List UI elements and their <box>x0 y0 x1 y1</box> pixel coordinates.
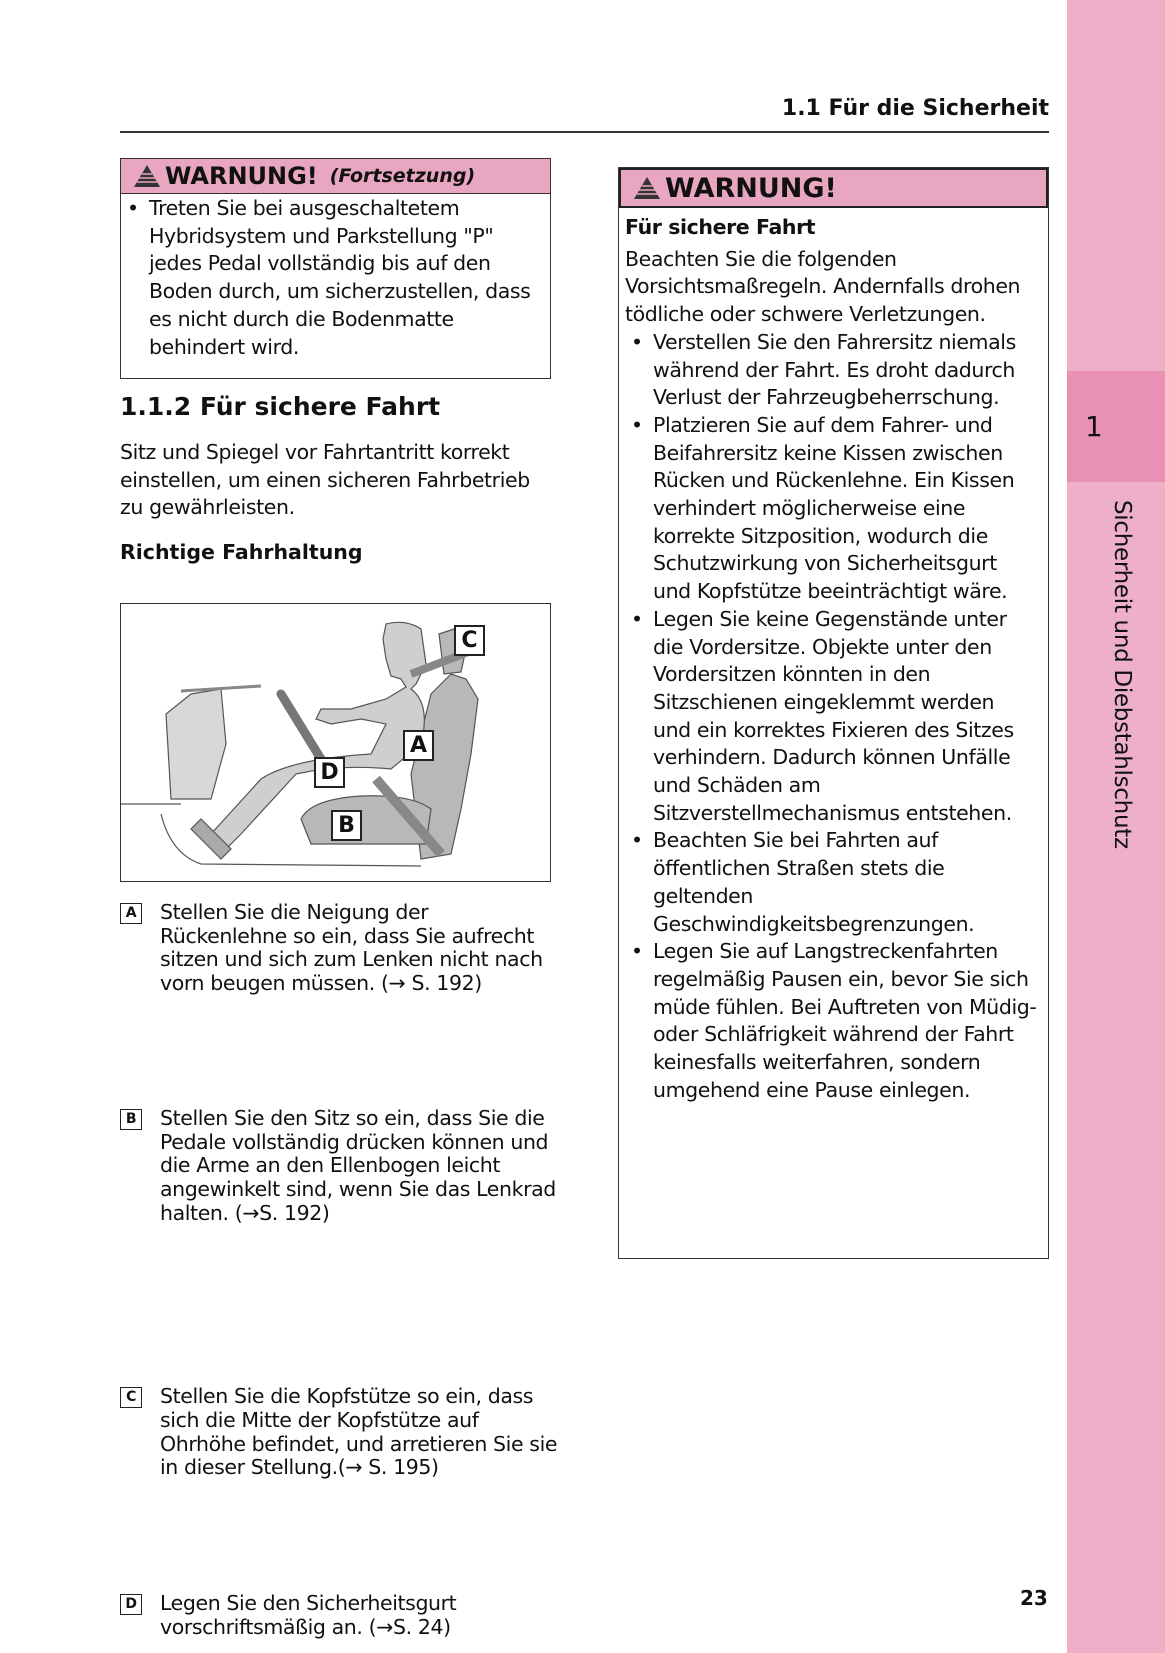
legend-text: Legen Sie den Sicherheitsgurt vorschriftsmäßig an. (→S. 24) <box>160 1591 457 1639</box>
page-number: 23 <box>1020 1586 1048 1610</box>
warning-subheading: Für sichere Fahrt <box>625 215 816 239</box>
label-box: D <box>120 1594 142 1615</box>
page-header-title: 1.1 Für die Sicherheit <box>781 96 1049 121</box>
warning-item: • Legen Sie auf Langstreckenfahrten regelmäßig Pausen ein, bevor Sie sich müde fühlen. Bei Auftreten von Müdig- oder Schläfrigkeit während der Fahrt keinesfalls weiterfahren, sondern umgehend eine Pause einlegen. <box>625 938 1038 1104</box>
figure-label-b: B <box>331 810 362 841</box>
legend-text: Stellen Sie den Sitz so ein, dass Sie die Pedale vollständig drücken können und die Arme an den Ellenbogen leicht angewinkelt sind, wenn Sie das Lenkrad halten. (→S. 192) <box>160 1105 556 1225</box>
warning-triangle-icon <box>133 164 161 188</box>
warning-title: WARNUNG! <box>665 172 837 204</box>
warning-header <box>121 159 550 194</box>
warning-intro: Beachten Sie die folgenden Vorsichtsmaßregeln. Andernfalls drohen tödliche oder schwere Verletzungen. <box>625 246 1021 327</box>
warning-item: • Platzieren Sie auf dem Fahrer- und Beifahrersitz keine Kissen zwischen Rücken und Rückenlehne. Ein Kissen verhindert möglicherweise eine korrekte Sitzposition, wodurch die Schutzwirkung von Sicherheitsgurt und Kopfstütze beeinträchtigt wäre. <box>625 412 1038 606</box>
figure-label-d: D <box>314 757 345 788</box>
legend-text: Stellen Sie die Kopfstütze so ein, dass sich die Mitte der Kopfstütze auf Ohrhöhe befindet, und arretieren Sie sie in dieser Stellung.(→ S. 195) <box>160 1384 558 1480</box>
subheading: Richtige Fahrhaltung <box>120 540 363 564</box>
label-box: C <box>120 1387 142 1408</box>
section-heading: 1.1.2 Für sichere Fahrt <box>120 392 441 421</box>
warning-item: • Legen Sie keine Gegenstände unter die Vordersitze. Objekte unter den Vordersitzen könnten in den Sitzschienen eingeklemmt werden und ein korrektes Fixieren des Sitzes verhindern. Dadurch können Unfälle und Schäden am Sitzverstellmechanismus entstehen. <box>625 606 1038 828</box>
chapter-title: Sicherheit und Diebstahlschutz <box>1109 500 1135 849</box>
chapter-number: 1 <box>1085 410 1103 443</box>
header-rule <box>120 131 1049 133</box>
warning-box-continued <box>120 158 551 379</box>
legend-item-a <box>120 901 560 996</box>
warning-box <box>618 167 1049 1259</box>
warning-triangle-icon <box>633 176 661 200</box>
legend-text: Stellen Sie die Neigung der Rückenlehne so ein, dass Sie aufrecht sitzen und sich zum Lenken nicht nach vorn beugen müssen. (→ S. 192) <box>160 900 543 996</box>
warning-item: • Verstellen Sie den Fahrersitz niemals während der Fahrt. Es droht dadurch Verlust der Fahrzeugbeherrschung. <box>625 329 1038 412</box>
legend-item-d <box>120 1592 560 1639</box>
section-intro: Sitz und Spiegel vor Fahrtantritt korrekt einstellen, um einen sicheren Fahrbetrieb zu gewährleisten. <box>120 440 530 520</box>
warning-header <box>619 168 1048 208</box>
warning-title: WARNUNG! <box>165 162 318 190</box>
label-box: B <box>120 1109 142 1130</box>
warning-subtitle: (Fortsetzung) <box>329 165 476 187</box>
legend-item-b <box>120 1107 560 1226</box>
figure-label-a: A <box>403 730 434 761</box>
figure-label-c: C <box>454 625 485 656</box>
warning-item: • Treten Sie bei ausgeschaltetem Hybridsystem und Parkstellung "P" jedes Pedal vollständig bis auf den Boden durch, um sicherzustellen, dass es nicht durch die Bodenmatte behindert wird. <box>121 195 532 361</box>
warning-item: • Beachten Sie bei Fahrten auf öffentlichen Straßen stets die geltenden Geschwindigkeitsbegrenzungen. <box>625 827 1038 938</box>
label-box: A <box>120 903 142 924</box>
chapter-tab[interactable] <box>1067 371 1165 482</box>
driving-posture-illustration <box>120 603 551 882</box>
legend-item-c <box>120 1385 560 1480</box>
